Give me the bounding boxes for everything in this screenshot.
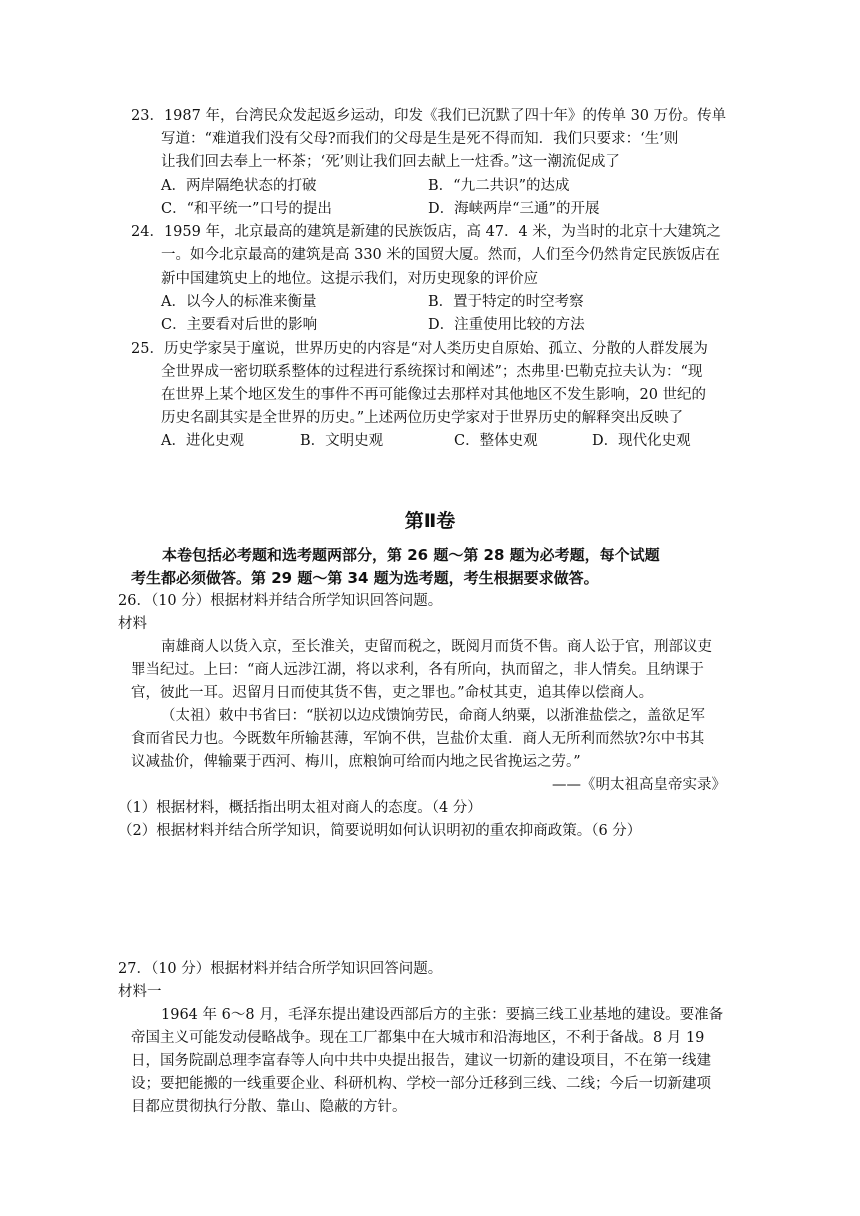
q24-option-b: B．置于特定的时空考察 [428, 294, 584, 310]
q25-line-4: 历史名副其实是全世界的历史。”上述两位历史学家对于世界历史的解释突出反映了 [161, 410, 684, 426]
section-intro-line-2: 考生都必须做答。第 29 题～第 34 题为选考题，考生根据要求做答。 [131, 569, 599, 587]
q25-option-d: D．现代化史观 [592, 433, 691, 449]
q26-para1-line-1: 南雄商人以货入京，至长淮关，吏留而税之，既阅月而货不售。商人讼于官，刑部议吏 [161, 639, 712, 655]
q24-line-3: 新中国建筑史上的地位。这提示我们，对历史现象的评价应 [161, 271, 538, 287]
q23-option-c: C．“和平统一”口号的提出 [161, 201, 332, 217]
q25-line-1: 25．历史学家吴于廑说，世界历史的内容是“对人类历史自原始、孤立、分散的人群发展为 [131, 341, 708, 357]
q26-para1-line-2: 罪当纪过。上曰：“商人远涉江湖，将以求利，各有所向，执而留之，非人情矣。且纳课于 [131, 662, 704, 678]
q23-option-d: D．海峡两岸“三通”的开展 [428, 201, 600, 217]
q23-line-3: 让我们回去奉上一杯茶；‘死’则让我们回去献上一炷香。”这一潮流促成了 [161, 154, 620, 170]
section-intro-line-1: 本卷包括必考题和选考题两部分，第 26 题～第 28 题为必考题，每个试题 [162, 546, 660, 564]
q27-header: 27．（10 分）根据材料并结合所学知识回答问题。 [118, 961, 443, 977]
q27-para1-line-1: 1964 年 6～8 月，毛泽东提出建设西部后方的主张：要搞三线工业基地的建设。要准备 [161, 1007, 724, 1023]
q26-material-label: 材料 [118, 616, 147, 632]
q26-para1-line-3: 官，彼此一耳。迟留月日而使其货不售，吏之罪也。”命杖其吏，追其俸以偿商人。 [131, 685, 654, 701]
q26-para2-line-2: 食而省民力也。今既数年所输甚薄，军饷不供，岂盐价太重．商人无所利而然欤?尔中书其 [131, 731, 705, 747]
q27-para1-line-5: 目都应贯彻执行分散、靠山、隐蔽的方针。 [131, 1099, 407, 1115]
q27-para1-line-3: 日，国务院副总理李富春等人向中共中央提出报告，建议一切新的建设项目，不在第一线建 [131, 1053, 711, 1069]
q25-option-b: B．文明史观 [300, 433, 384, 449]
q25-option-c: C．整体史观 [454, 433, 538, 449]
q25-line-3: 在世界上某个地区发生的事件不再可能像过去那样对其他地区不发生影响，20 世纪的 [161, 387, 707, 403]
q23-line-1: 23．1987 年，台湾民众发起返乡运动，印发《我们已沉默了四十年》的传单 30 万份。传单 [131, 108, 727, 124]
q25-option-a: A．进化史观 [161, 433, 244, 449]
section-title: 第Ⅱ卷 [404, 510, 456, 532]
q26-subquestion-1: （1）根据材料，概括指出明太祖对商人的态度。（4 分） [118, 800, 482, 816]
q23-option-b: B．“九二共识”的达成 [428, 178, 570, 194]
q26-para2-line-1: （太祖）敕中书省曰：“朕初以边戍馈饷劳民，命商人纳粟，以浙淮盐偿之，盖欲足军 [161, 708, 705, 724]
q25-line-2: 全世界成一密切联系整体的过程进行系统探讨和阐述”；杰弗里·巴勒克拉夫认为：“现 [161, 364, 703, 380]
q24-option-d: D．注重使用比较的方法 [428, 317, 585, 333]
q24-option-c: C．主要看对后世的影响 [161, 317, 318, 333]
q23-line-2: 写道：“难道我们没有父母?而我们的父母是生是死不得而知．我们只要求：‘生’则 [161, 131, 679, 147]
q26-source: ——《明太祖高皇帝实录》 [552, 777, 726, 793]
q24-option-a: A．以今人的标准来衡量 [161, 294, 317, 310]
q23-option-a: A．两岸隔绝状态的打破 [161, 178, 317, 194]
q27-para1-line-2: 帝国主义可能发动侵略战争。现在工厂都集中在大城市和沿海地区，不利于备战。8 月 19 [131, 1030, 705, 1046]
q27-para1-line-4: 设；要把能搬的一线重要企业、科研机构、学校一部分迁移到三线、二线；今后一切新建项 [131, 1076, 711, 1092]
q24-line-2: 一。如今北京最高的建筑是高 330 米的国贸大厦。然而，人们至今仍然肯定民族饭店在 [161, 247, 720, 263]
q24-line-1: 24．1959 年，北京最高的建筑是新建的民族饭店，高 47．4 米，为当时的北京十大建筑之 [131, 224, 721, 240]
q26-para2-line-3: 议减盐价，俾输粟于西河、梅川，庶粮饷可给而内地之民省挽运之劳。” [131, 754, 581, 770]
q26-header: 26．（10 分）根据材料并结合所学知识回答问题。 [118, 593, 443, 609]
q27-material-label: 材料一 [118, 984, 162, 1000]
q26-subquestion-2: （2）根据材料并结合所学知识，简要说明如何认识明初的重农抑商政策。（6 分） [118, 823, 642, 839]
